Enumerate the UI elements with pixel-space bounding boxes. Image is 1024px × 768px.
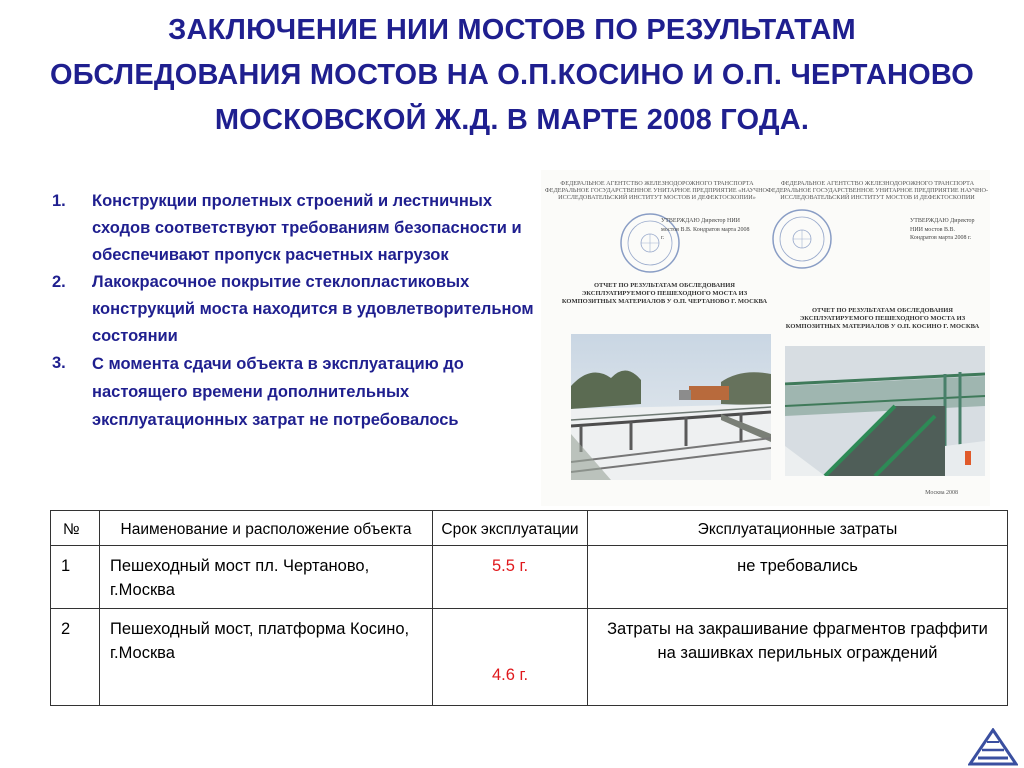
- page-title: ЗАКЛЮЧЕНИЕ НИИ МОСТОВ ПО РЕЗУЛЬТАТАМ ОБСЛЕДОВАНИЯ МОСТОВ НА О.П.КОСИНО И О.П. ЧЕРТАНОВО МОСКОВСКОЙ Ж.Д. В МАРТЕ 2008 ГОДА.: [49, 14, 975, 136]
- table-header-row: [51, 511, 1008, 546]
- bridge-photo-kosino: [785, 346, 985, 476]
- bridge-photo-chertanovo: [571, 334, 771, 480]
- finding-text: С момента сдачи объекта в эксплуатацию до настоящего времени дополнительных эксплуатационных затрат не потребовалось: [92, 355, 464, 429]
- finding-number: 1.: [52, 192, 66, 210]
- header-service-life: Срок эксплуатации: [433, 511, 588, 546]
- findings-list: [52, 188, 547, 434]
- cell-number: 1: [51, 546, 100, 609]
- cell-operating-costs: не требовались: [588, 546, 1008, 609]
- document-header: ФЕДЕРАЛЬНОЕ АГЕНТСТВО ЖЕЛЕЗНОДОРОЖНОГО ТРАНСПОРТА ФЕДЕРАЛЬНОЕ ГОСУДАРСТВЕННОЕ УНИТАРНОЕ ПРЕДПРИЯТИЕ «НАУЧНО-ИССЛЕДОВАТЕЛЬСКИЙ ИНСТИТУТ МОСТОВ И ДЕФЕКТОСКОПИИ»: [544, 180, 770, 201]
- company-logo-icon: [968, 728, 1018, 766]
- report-title: ОТЧЕТ ПО РЕЗУЛЬТАТАМ ОБСЛЕДОВАНИЯ ЭКСПЛУАТИРУЕМОГО ПЕШЕХОДНОГО МОСТА ИЗ КОМПОЗИТНЫХ МАТЕРИАЛОВ У О.П. ЧЕРТАНОВО Г. МОСКВА: [561, 282, 768, 305]
- cell-object-name: Пешеходный мост, платформа Косино, г.Москва: [100, 609, 433, 706]
- report-title: ОТЧЕТ ПО РЕЗУЛЬТАТАМ ОБСЛЕДОВАНИЯ ЭКСПЛУАТИРУЕМОГО ПЕШЕХОДНОГО МОСТА ИЗ КОМПОЗИТНЫХ МАТЕРИАЛОВ У О.П. КОСИНО Г. МОСКВА: [785, 307, 980, 330]
- header-operating-costs: Эксплуатационные затраты: [588, 511, 1008, 546]
- finding-item: [52, 188, 547, 269]
- approval-block: УТВЕРЖДАЮ Директор НИИ мостов В.В. Кондратов марта 2008 г.: [661, 218, 750, 241]
- cell-object-name: Пешеходный мост пл. Чертаново, г.Москва: [100, 546, 433, 609]
- operating-costs-table: [50, 510, 1008, 706]
- cell-service-life: 5.5 г.: [433, 546, 588, 609]
- document-header: ФЕДЕРАЛЬНОЕ АГЕНТСТВО ЖЕЛЕЗНОДОРОЖНОГО ТРАНСПОРТА ФЕДЕРАЛЬНОЕ ГОСУДАРСТВЕННОЕ УНИТАРНОЕ ПРЕДПРИЯТИЕ НАУЧНО-ИССЛЕДОВАТЕЛЬСКИЙ ИНСТИТУТ МОСТОВ И ДЕФЕКТОСКОПИИ: [766, 180, 989, 201]
- document-footer: Москва 2008: [925, 490, 958, 496]
- finding-item: [52, 350, 547, 434]
- cell-number: 2: [51, 609, 100, 706]
- finding-item: [52, 269, 547, 350]
- official-seal-icon: [771, 208, 833, 270]
- finding-text: Лакокрасочное покрытие стеклопластиковых конструкций моста находится в удовлетворительном состоянии: [92, 273, 534, 345]
- report-documents-image: [541, 170, 990, 506]
- table-row: [51, 609, 1008, 706]
- finding-number: 3.: [52, 354, 66, 372]
- cell-service-life: 4.6 г.: [433, 609, 588, 706]
- finding-number: 2.: [52, 273, 66, 291]
- approval-block: УТВЕРЖДАЮ Директор НИИ мостов В.В. Кондратов марта 2008 г.: [910, 218, 975, 241]
- header-object-name: Наименование и расположение объекта: [100, 511, 433, 546]
- table-row: [51, 546, 1008, 609]
- report-document-kosino: [765, 170, 990, 506]
- finding-text: Конструкции пролетных строений и лестничных сходов соответствуют требованиям безопасности и обеспечивают пропуск расчетных нагрузок: [92, 192, 522, 264]
- header-number: №: [51, 511, 100, 546]
- report-document-chertanovo: [541, 170, 773, 506]
- cell-operating-costs: Затраты на закрашивание фрагментов граффити на зашивках перильных ограждений: [588, 609, 1008, 706]
